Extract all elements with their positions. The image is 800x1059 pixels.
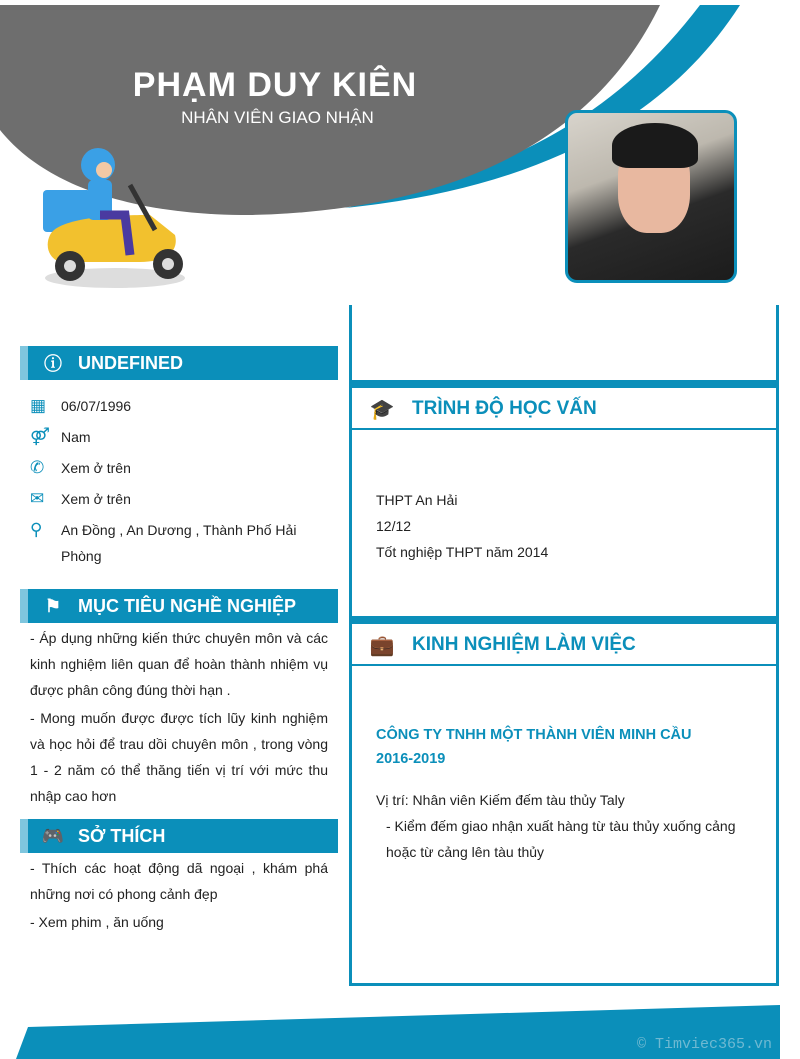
section-header-education: 🎓 TRÌNH ĐỘ HỌC VẤN bbox=[352, 390, 776, 430]
school: THPT An Hải bbox=[376, 492, 458, 508]
personal-info-section bbox=[20, 346, 338, 569]
location-icon: ⚲ bbox=[30, 520, 43, 539]
gamepad-icon: 🎮 bbox=[41, 825, 65, 846]
email: Xem ở trên bbox=[61, 491, 131, 507]
hobby-line: - Xem phim , ăn uống bbox=[30, 914, 164, 930]
candidate-name: PHẠM DUY KIÊN bbox=[132, 66, 418, 104]
position: Vị trí: Nhân viên Kiếm đếm tàu thủy Taly bbox=[376, 792, 625, 808]
birthday: 06/07/1996 bbox=[61, 398, 132, 414]
objective-line: - Áp dụng những kiến thức chuyên môn và các kinh nghiệm liên quan để hoàn thành nhiệm vụ được phân công đúng thời hạn . bbox=[30, 630, 328, 698]
flag-icon: ⚑ bbox=[44, 595, 62, 616]
job-title: NHÂN VIÊN GIAO NHẬN bbox=[181, 108, 374, 127]
objective-line: - Mong muốn được được tích lũy kinh nghiệm và học hỏi để trau dồi chuyên môn , trong vòng 1 - 2 năm có thể thăng tiến vị trí với mức thu nhập cao hơn bbox=[30, 710, 328, 804]
calendar-icon: ▦ bbox=[30, 396, 47, 415]
hobbies-section bbox=[20, 819, 338, 937]
info-icon: ⓘ bbox=[44, 354, 62, 374]
section-header-personal: ⓘ UNDEFINED bbox=[20, 346, 338, 380]
phone: Xem ở trên bbox=[61, 460, 131, 476]
gender: Nam bbox=[61, 429, 91, 445]
duty: - Kiểm đếm giao nhận xuất hàng từ tàu thủy xuống cảng hoặc từ cảng lên tàu thủy bbox=[386, 818, 736, 860]
work-period: 2016-2019 bbox=[376, 751, 446, 767]
briefcase-icon: 💼 bbox=[369, 634, 395, 657]
watermark: © Timviec365.vn bbox=[636, 1036, 772, 1053]
right-column-box bbox=[349, 305, 779, 986]
education-note: Tốt nghiệp THPT năm 2014 bbox=[376, 544, 549, 560]
gender-icon: ⚤ bbox=[30, 427, 50, 446]
section-header-experience: 💼 KINH NGHIỆM LÀM VIỆC bbox=[352, 626, 776, 666]
objective-section bbox=[20, 589, 338, 811]
company-name: CÔNG TY TNHH MỘT THÀNH VIÊN MINH CẦU bbox=[376, 727, 692, 743]
profile-photo bbox=[565, 110, 737, 283]
phone-icon: ✆ bbox=[30, 458, 45, 477]
section-header-objective: ⚑ MỤC TIÊU NGHỀ NGHIỆP bbox=[20, 589, 338, 623]
section-header-hobbies: 🎮 SỞ THÍCH bbox=[20, 819, 338, 853]
hobby-line: - Thích các hoạt động dã ngoại , khám phá những nơi có phong cảnh đẹp bbox=[30, 860, 328, 902]
divider-bar bbox=[352, 616, 776, 624]
graduation-cap-icon: 🎓 bbox=[369, 398, 395, 421]
divider-bar bbox=[352, 380, 776, 388]
email-icon: ✉ bbox=[30, 489, 45, 508]
grade: 12/12 bbox=[376, 518, 412, 534]
address: An Đồng , An Dương , Thành Phố Hải Phòng bbox=[61, 522, 297, 564]
